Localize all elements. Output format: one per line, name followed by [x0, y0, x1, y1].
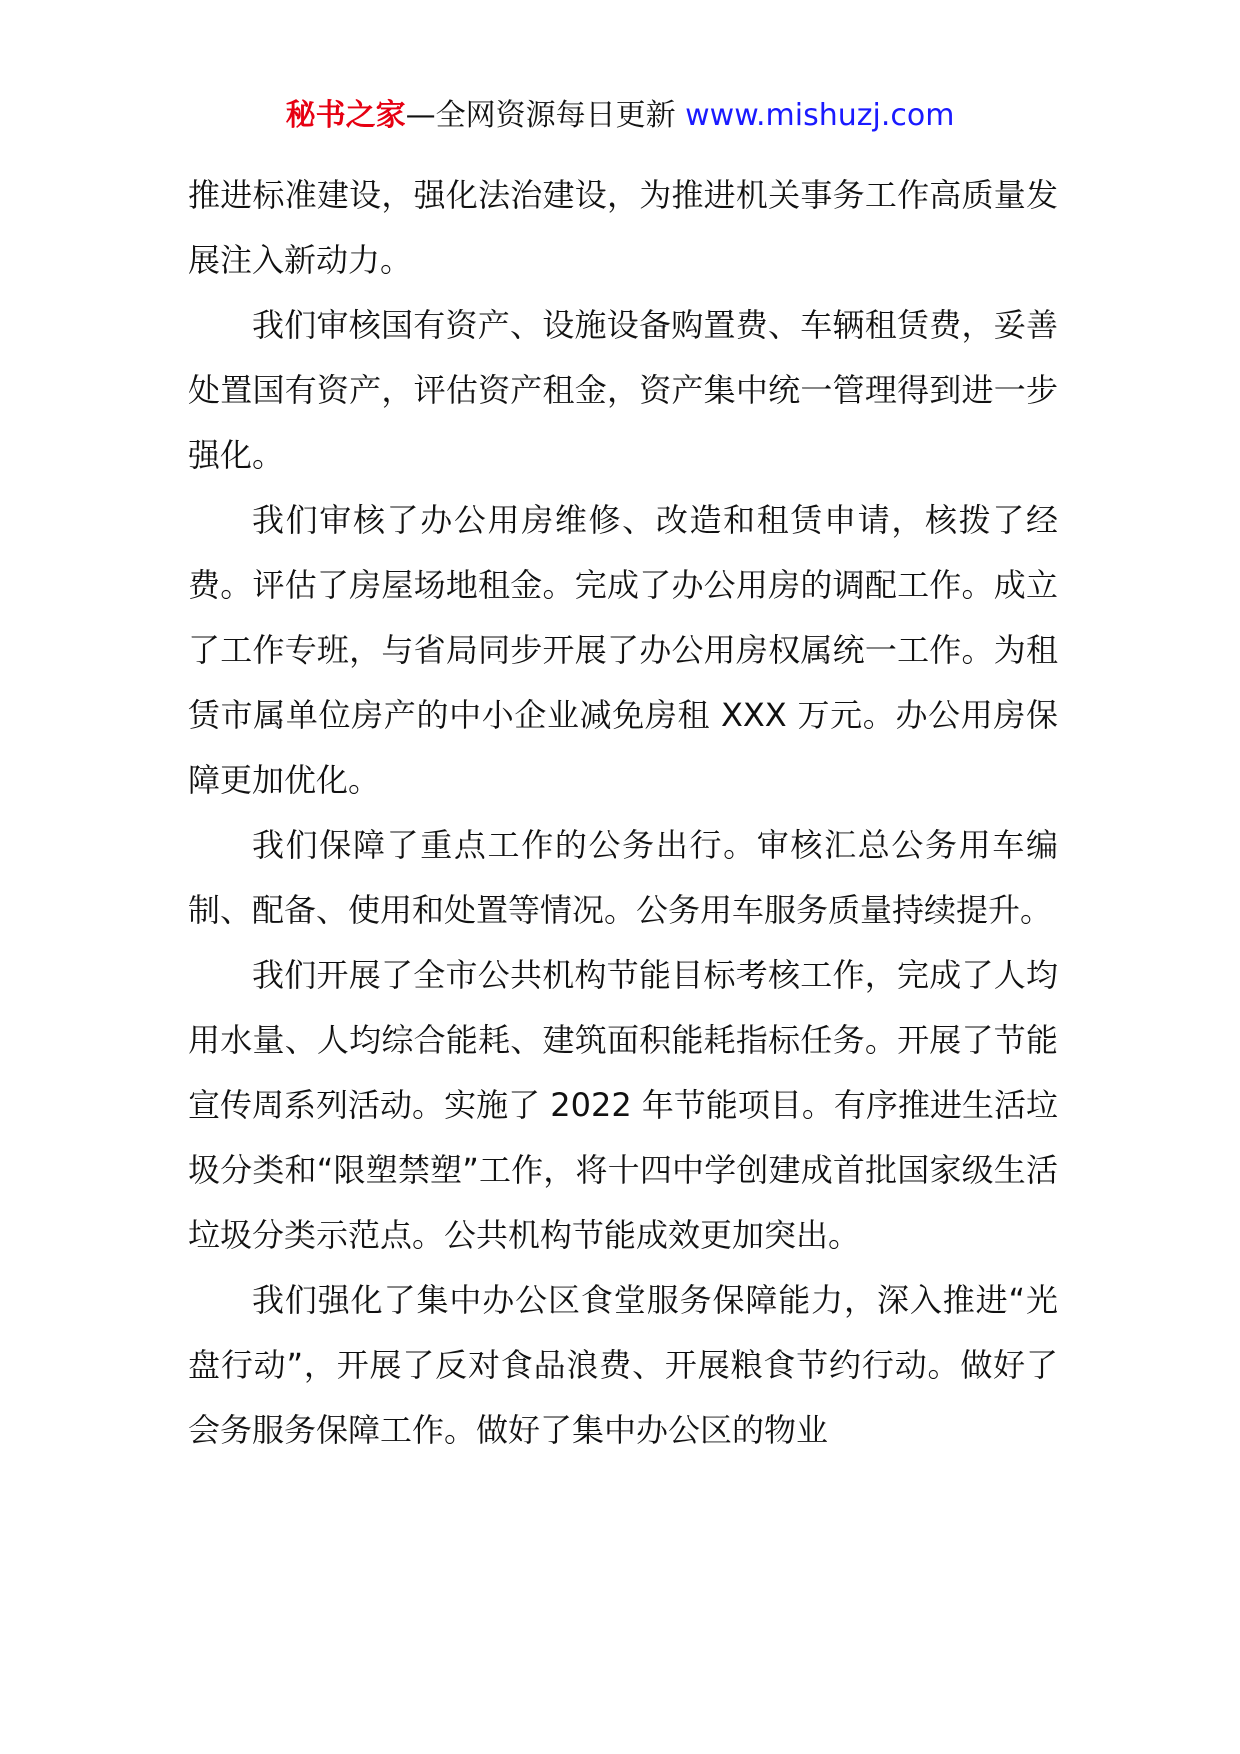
paragraph-5: 我们开展了全市公共机构节能目标考核工作，完成了人均用水量、人均综合能耗、建筑面积能耗指标任务。开展了节能宣传周系列活动。实施了 2022 年节能项目。有序推进生活垃圾分类和“限塑禁塑”工作，将十四中学创建成首批国家级生活垃圾分类示范点。公共机构节能成效更加突出。	[188, 956, 1058, 1254]
site-url-link[interactable]: www.mishuzj.com	[685, 98, 955, 133]
paragraph-4: 我们保障了重点工作的公务出行。审核汇总公务用车编制、配备、使用和处置等情况。公务用车服务质量持续提升。	[188, 826, 1058, 929]
document-body	[188, 163, 1058, 1463]
paragraph-3: 我们审核了办公用房维修、改造和租赁申请，核拨了经费。评估了房屋场地租金。完成了办公用房的调配工作。成立了工作专班，与省局同步开展了办公用房权属统一工作。为租赁市属单位房产的中小企业减免房租 XXX 万元。办公用房保障更加优化。	[188, 501, 1058, 799]
paragraph-2: 我们审核国有资产、设施设备购置费、车辆租赁费，妥善处置国有资产，评估资产租金，资产集中统一管理得到进一步强化。	[188, 306, 1058, 474]
header-tagline: —全网资源每日更新	[405, 98, 676, 133]
site-header	[0, 96, 1240, 136]
paragraph-6: 我们强化了集中办公区食堂服务保障能力，深入推进“光盘行动”，开展了反对食品浪费、开展粮食节约行动。做好了会务服务保障工作。做好了集中办公区的物业	[188, 1281, 1058, 1449]
paragraph-1: 推进标准建设，强化法治建设，为推进机关事务工作高质量发展注入新动力。	[188, 176, 1058, 279]
brand-name: 秘书之家	[285, 98, 406, 133]
